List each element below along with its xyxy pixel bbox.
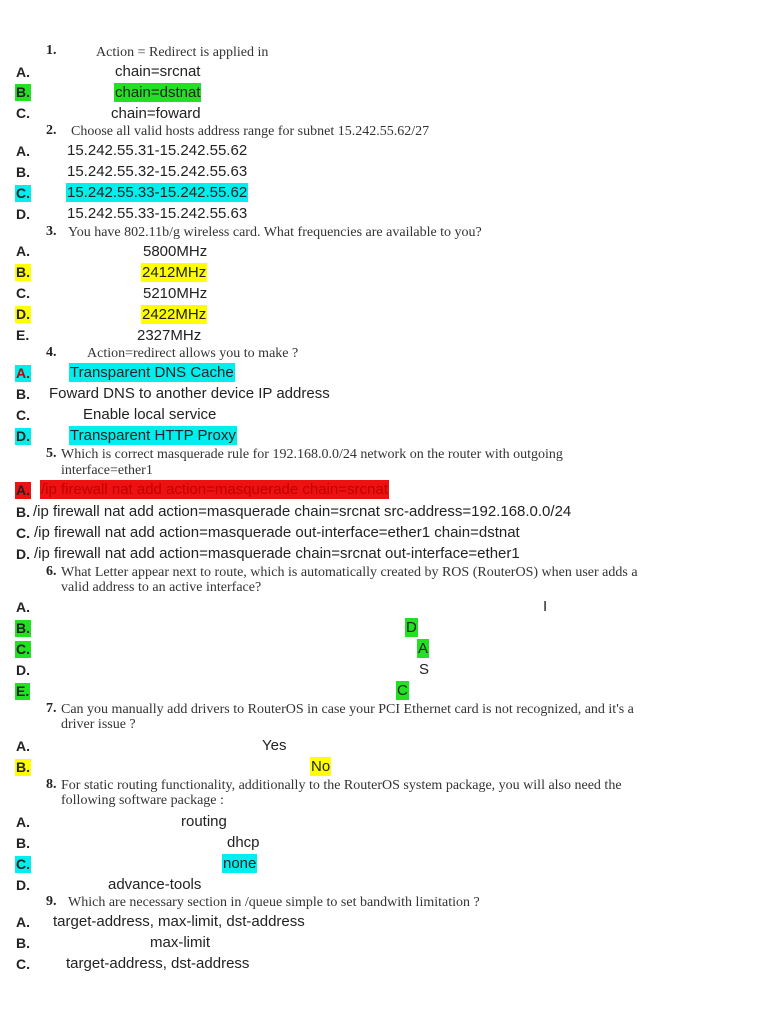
option-text: chain=foward bbox=[111, 105, 201, 122]
option-text: I bbox=[543, 598, 548, 615]
question-number: 3. bbox=[46, 224, 57, 239]
question-number: 8. bbox=[46, 777, 57, 792]
question-number: 7. bbox=[46, 701, 57, 716]
question-text: You have 802.11b/g wireless card. What frequencies are available to you? bbox=[68, 225, 482, 240]
option-text-correct: No bbox=[311, 758, 331, 775]
option-letter: C. bbox=[16, 105, 30, 121]
question-number: 5. bbox=[46, 446, 57, 461]
option-text-correct: 2412MHz bbox=[142, 264, 207, 281]
option-letter: A. bbox=[16, 64, 30, 80]
option-text: target-address, dst-address bbox=[66, 955, 250, 972]
option-text: /ip firewall nat add action=masquerade chain=srcnat out-interface=ether1 bbox=[34, 545, 520, 562]
question-text: For static routing functionality, additionally to the RouterOS system package, you will also need the bbox=[61, 778, 622, 793]
option-text: max-limit bbox=[150, 934, 210, 951]
option-text-correct: none bbox=[223, 855, 257, 872]
question-text: Action=redirect allows you to make ? bbox=[87, 346, 299, 361]
option-letter-correct: B. bbox=[16, 264, 30, 280]
option-letter: B. bbox=[16, 935, 30, 951]
question-text: Which is correct masquerade rule for 192.168.0.0/24 network on the router with outgoing bbox=[61, 447, 563, 462]
question-text: Which are necessary section in /queue simple to set bandwith limitation ? bbox=[68, 895, 480, 910]
option-letter: D. bbox=[16, 662, 30, 678]
option-text: /ip firewall nat add action=masquerade chain=srcnat src-address=192.168.0.0/24 bbox=[33, 503, 572, 520]
option-text: 2327MHz bbox=[137, 327, 202, 344]
option-text: chain=srcnat bbox=[115, 63, 201, 80]
option-text-correct: 15.242.55.33-15.242.55.62 bbox=[67, 184, 248, 201]
option-letter-correct: C. bbox=[16, 641, 30, 657]
question-text-continuation: valid address to an active interface? bbox=[61, 580, 262, 595]
option-text-correct: Transparent DNS Cache bbox=[70, 364, 234, 381]
option-text-correct: Transparent HTTP Proxy bbox=[70, 427, 236, 444]
option-letter: D. bbox=[16, 206, 30, 222]
option-letter: D. bbox=[16, 877, 30, 893]
question-text: Choose all valid hosts address range for subnet 15.242.55.62/27 bbox=[71, 124, 430, 139]
option-letter: B. bbox=[16, 386, 30, 402]
question-text-continuation: interface=ether1 bbox=[61, 463, 153, 478]
option-text: Yes bbox=[262, 737, 287, 754]
option-letter: A. bbox=[16, 814, 30, 830]
question-text: Can you manually add drivers to RouterOS in case your PCI Ethernet card is not recognized, and it's a bbox=[61, 702, 634, 717]
question-number: 2. bbox=[46, 123, 57, 138]
option-letter-correct: A. bbox=[16, 365, 30, 381]
question-number: 4. bbox=[46, 345, 57, 360]
option-text: 5210MHz bbox=[143, 285, 208, 302]
option-text: S bbox=[419, 661, 430, 678]
option-letter-correct: B. bbox=[16, 84, 30, 100]
option-letter-correct: B. bbox=[16, 759, 30, 775]
question-text-continuation: driver issue ? bbox=[61, 717, 136, 732]
option-letter-correct: D. bbox=[16, 306, 30, 322]
option-text: Foward DNS to another device IP address bbox=[49, 385, 330, 402]
option-text-correct: chain=dstnat bbox=[115, 84, 201, 101]
option-text-correct: /ip firewall nat add action=masquerade chain=srcnat bbox=[41, 481, 388, 498]
option-letter-correct: E. bbox=[16, 683, 30, 699]
option-letter: A. bbox=[16, 143, 30, 159]
question-text-continuation: following software package : bbox=[61, 793, 224, 808]
option-letter: A. bbox=[16, 738, 30, 754]
question-text: What Letter appear next to route, which is automatically created by ROS (RouterOS) when user adds a bbox=[61, 565, 638, 580]
option-text: 15.242.55.33-15.242.55.63 bbox=[67, 205, 248, 222]
option-letter: A. bbox=[16, 599, 30, 615]
option-text-correct: A bbox=[418, 640, 429, 657]
option-text: 5800MHz bbox=[143, 243, 208, 260]
option-letter: E. bbox=[16, 327, 30, 343]
question-text: Action = Redirect is applied in bbox=[96, 45, 269, 60]
option-letter-correct: C. bbox=[16, 185, 30, 201]
option-letter: C. bbox=[16, 525, 30, 541]
option-letter-correct: A. bbox=[16, 482, 30, 498]
question-number: 9. bbox=[46, 894, 57, 909]
option-text-correct: C bbox=[397, 682, 408, 699]
question-number: 1. bbox=[46, 43, 57, 58]
option-text-correct: D bbox=[406, 619, 417, 636]
option-text: dhcp bbox=[227, 834, 260, 851]
option-text-correct: 2422MHz bbox=[142, 306, 207, 323]
option-letter-correct: D. bbox=[16, 428, 30, 444]
option-letter: B. bbox=[16, 835, 30, 851]
option-letter: A. bbox=[16, 914, 30, 930]
option-text: routing bbox=[181, 813, 227, 830]
option-letter: C. bbox=[16, 956, 30, 972]
option-letter: B. bbox=[16, 164, 30, 180]
option-letter: A. bbox=[16, 243, 30, 259]
option-text: 15.242.55.31-15.242.55.62 bbox=[67, 142, 248, 159]
option-letter: C. bbox=[16, 407, 30, 423]
question-number: 6. bbox=[46, 564, 57, 579]
option-letter-correct: B. bbox=[16, 620, 30, 636]
option-letter: C. bbox=[16, 285, 30, 301]
option-text: advance-tools bbox=[108, 876, 202, 893]
option-letter: B. bbox=[16, 504, 30, 520]
option-text: Enable local service bbox=[83, 406, 217, 423]
option-text: /ip firewall nat add action=masquerade out-interface=ether1 chain=dstnat bbox=[34, 524, 520, 541]
option-letter: D. bbox=[16, 546, 30, 562]
option-text: target-address, max-limit, dst-address bbox=[53, 913, 305, 930]
option-letter-correct: C. bbox=[16, 856, 30, 872]
option-text: 15.242.55.32-15.242.55.63 bbox=[67, 163, 248, 180]
